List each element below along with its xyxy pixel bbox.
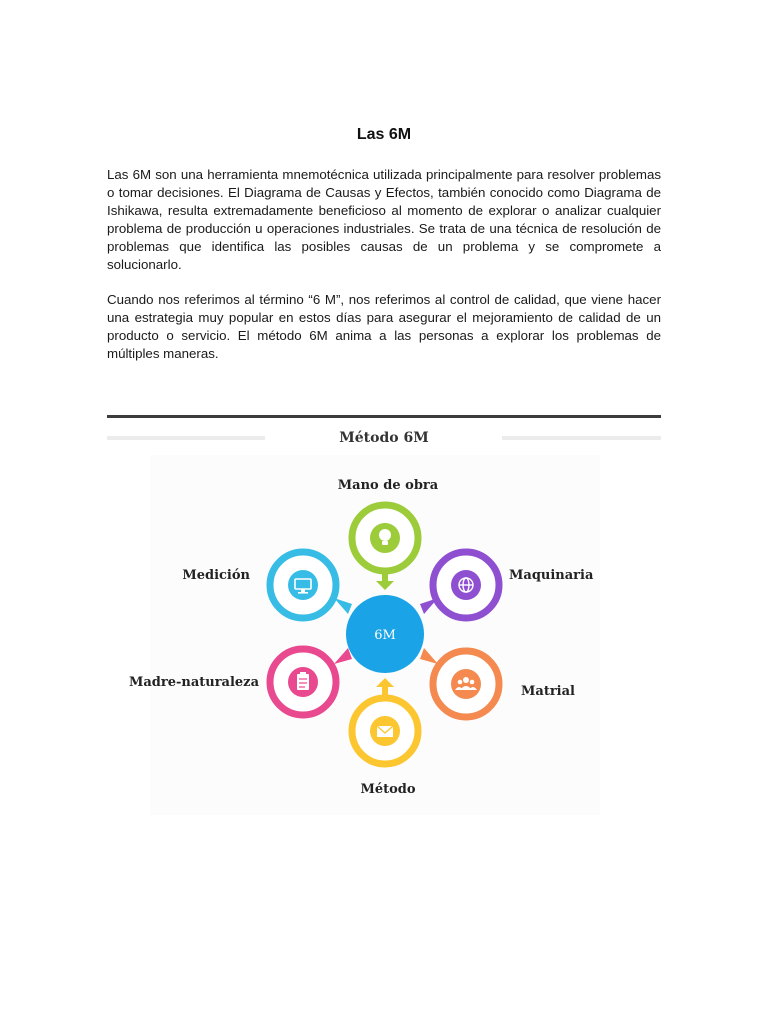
node-madre-naturaleza <box>270 649 336 715</box>
node-label-medicion: Medición <box>182 568 250 583</box>
second-paragraph: Cuando nos referimos al término “6 M”, nos referimos al control de calidad, que viene hacer una estrategia muy popular en estos días para asegurar el mejoramiento de calidad de un producto o servicio. El método 6M anima a las personas a explorar los problemas de múltiples maneras. <box>107 292 661 361</box>
clipboard-icon <box>297 672 309 690</box>
arrow-medicion <box>334 598 352 614</box>
intro-paragraph: Las 6M son una herramienta mnemotécnica utilizada principalmente para resolver problemas o tomar decisiones. El Diagrama de Causas y Efectos, también conocido como Diagrama de Ishikawa, resulta extremadamente beneficioso al momento de explorar o analizar cualquier problema de producción u operaciones industriales. Se trata de una técnica de resolución de problemas que identifica las posibles causas de un problema y se compromete a solucionarlo. <box>107 167 661 272</box>
envelope-icon <box>377 726 393 737</box>
node-matrial <box>433 651 499 717</box>
arrow-madre <box>334 648 352 664</box>
arrow-mano <box>376 573 394 590</box>
arrow-matrial <box>420 648 438 664</box>
node-label-metodo: Método <box>360 782 416 797</box>
node-label-maquinaria: Maquinaria <box>509 568 594 583</box>
node-medicion <box>270 552 336 618</box>
node-label-matrial: Matrial <box>521 684 575 699</box>
node-label-madre-naturaleza: Madre-naturaleza <box>128 675 259 690</box>
node-mano-de-obra <box>352 505 418 571</box>
page-title: Las 6M <box>356 126 412 143</box>
diagram-title: Método 6M <box>339 430 429 446</box>
node-metodo <box>352 698 418 764</box>
center-label: 6M <box>374 628 396 643</box>
node-maquinaria <box>433 552 499 618</box>
node-label-mano-de-obra: Mano de obra <box>337 478 439 493</box>
arrow-metodo <box>376 678 394 695</box>
